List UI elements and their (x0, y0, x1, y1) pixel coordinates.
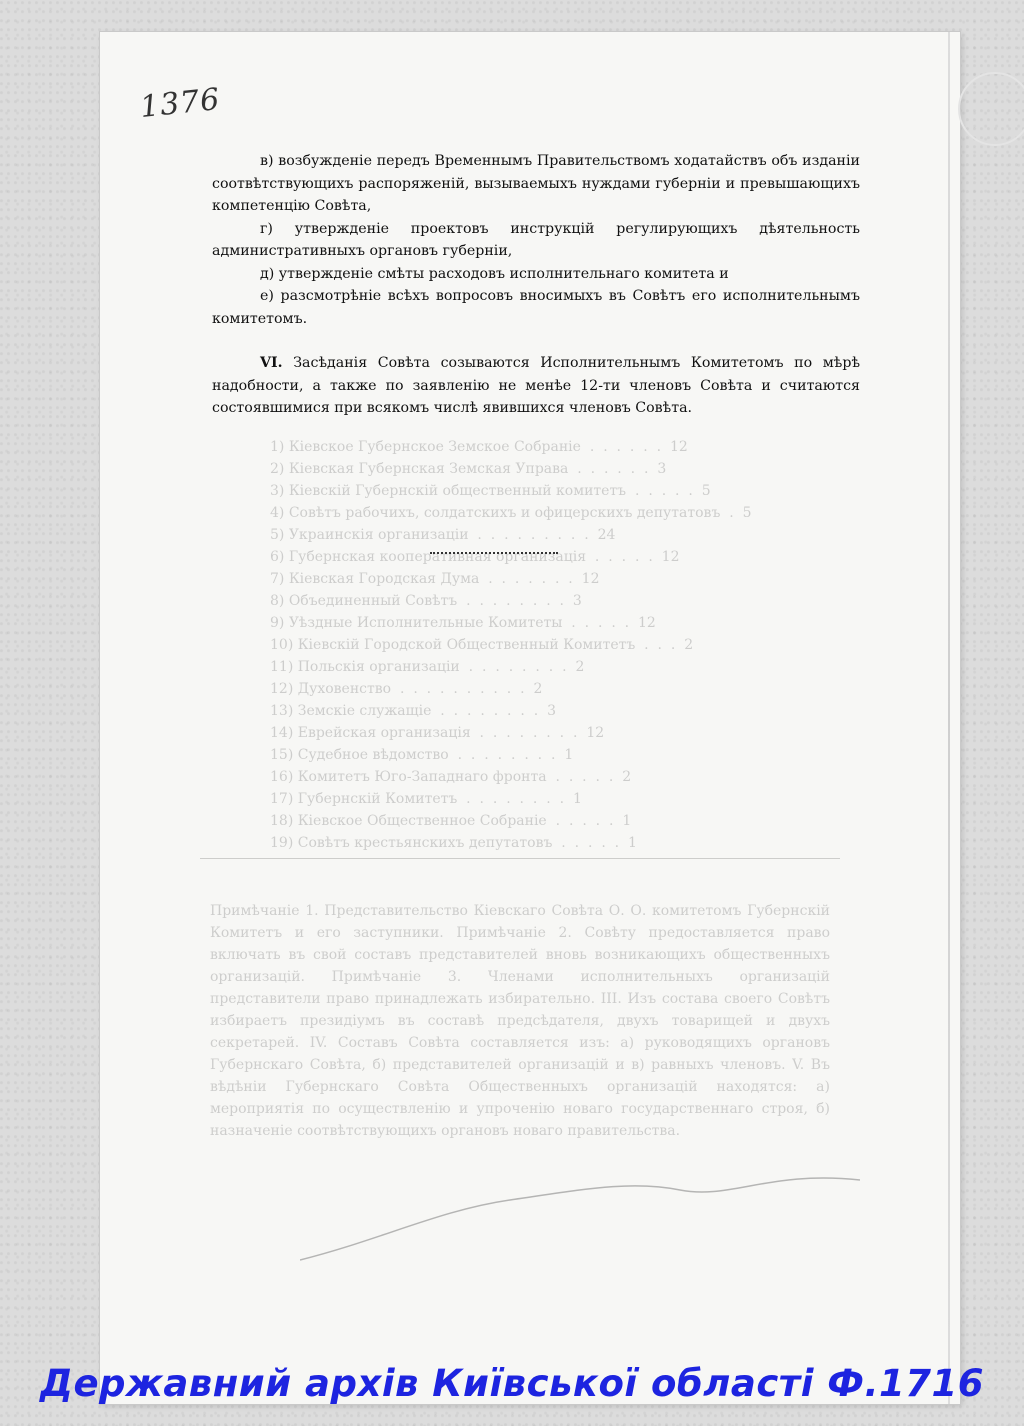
faded-stamp (958, 72, 1024, 146)
handwritten-archive-number: 1376 (138, 81, 222, 126)
section-divider (430, 548, 558, 554)
document-body (212, 150, 860, 420)
section-vi (212, 352, 860, 420)
archive-caption: Державний архів Київської області Ф.1716 (39, 1362, 984, 1405)
section-vi-text: Засѣданія Совѣта созываются Исполнительнымъ Комитетомъ по мѣрѣ надобности, а также по заявленію не менѣе 12-ти членовъ Совѣта и считаются состоявшимися при всякомъ числѣ явившихся членовъ Совѣта. (212, 355, 860, 416)
item-v: в) возбужденіе передъ Временнымъ Правительствомъ ходатайствъ объ изданіи соотвѣтствующихъ распоряженій, вызываемыхъ нуждами губерніи и превышающихъ компетенцію Совѣта, (212, 153, 860, 214)
item-g: г) утвержденіе проектовъ инструкцій регулирующихъ дѣятельность административныхъ органовъ губерніи, (212, 220, 860, 259)
bleed-through-text: 1) Кіевское Губернское Земское Собраніе . . . . . . 12 2) Кіевская Губернская Земская Управа . . . . . . 3 3) Кіевскій Губернскій общественный комитетъ . . . . . 5 4) Совѣтъ рабочихъ, солдатскихъ и офицерскихъ депутатовъ . 5 5) Украинскія организаціи . . . . . . . . . 24 6) Губернская кооперативная организація . . . . . 12 7) Кіевская Городская Дума . . . . . . . 12 8) Объединенный Совѣтъ . . . . . . . . 3 9) Уѣздные Исполнительные Комитеты . . . . . 12 10) Кіевскій Городской Общественный Комитетъ . . . 2 11) Польскія организаціи . . . . . . . . 2 12) Духовенство . . . . . . . . . . 2 13) Земскіе служащіе . . . . . . . . 3 14) Еврейская организація . . . . . . . . 12 15) Судебное вѣдомство . . . . . . . . 1 16) Комитетъ Юго-Западнаго фронта . . . . . 2 17) Губернскій Комитетъ . . . . . . . . 1 18) Кіевское Общественное Собраніе . . . . . 1 19) Совѣтъ крестьянскихъ депутатовъ . . . . . 1 (270, 439, 752, 851)
bleed-through-rule (200, 858, 840, 859)
paper-crease (300, 1150, 860, 1270)
item-d: д) утвержденіе смѣты расходовъ исполнительнаго комитета и (260, 265, 729, 282)
item-e: е) разсмотрѣніе всѣхъ вопросовъ вносимыхъ въ Совѣтъ его исполнительнымъ комитетомъ. (212, 288, 860, 327)
section-vi-numeral: VI. (260, 355, 283, 371)
bleed-through-lower-text: Примѣчаніе 1. Представительство Кіевскаго Совѣта О. О. комитетомъ Губернскій Комитетъ и его заступники. Примѣчаніе 2. Совѣту предоставляется право включать въ свой составъ представителей вновь возникающихъ общественныхъ организацій. Примѣчаніе 3. Членами исполнительныхъ организацій представители право принадлежать избирательно. III. Изъ состава своего Совѣтъ избираетъ президіумъ въ составѣ предсѣдателя, двухъ товарищей и двухъ секретарей. IV. Составъ Совѣта составляется изъ: а) руководящихъ органовъ Губернскаго Совѣта, б) представителей организацій и в) равныхъ членовъ. V. Въ вѣдѣніи Губернскаго Совѣта Общественныхъ организацій находятся: а) мероприятія по осуществленію и упроченію новаго государственнаго строя, б) назначеніе соотвѣтствующихъ органовъ новаго правительства. (210, 903, 830, 1139)
page-fold (948, 32, 950, 1404)
